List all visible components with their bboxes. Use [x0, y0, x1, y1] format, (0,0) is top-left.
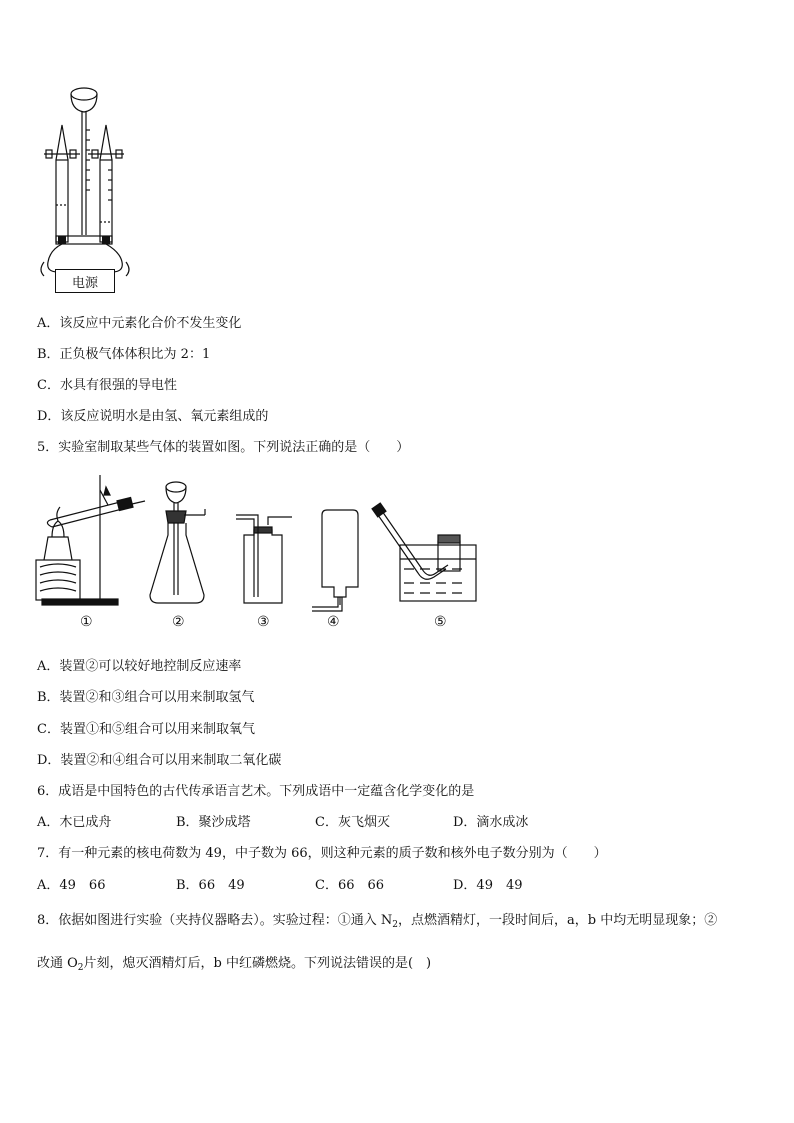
q6-option-a: A．木已成舟 [37, 815, 112, 830]
q7-option-a: A．49 66 [37, 878, 106, 893]
q4-option-c: C．水具有很强的导电性 [37, 378, 177, 393]
q8-stem-line-1: 8．依据如图进行实验（夹持仪器略去）。实验过程：①通入 $N_2$，点燃酒精灯，一段时间后，a，b 中均无明显现象；② [37, 913, 718, 930]
q5-option-c: C．装置①和⑤组合可以用来制取氧气 [37, 722, 255, 737]
apparatus-label-5: ⑤ [434, 614, 447, 630]
q5-option-b: B．装置②和③组合可以用来制取氢气 [37, 690, 255, 705]
q5-option-d: D．装置②和④组合可以用来制取二氧化碳 [37, 753, 282, 768]
q7-option-b: B．66 49 [176, 878, 245, 893]
q4-option-d: D．该反应说明水是由氢、氧元素组成的 [37, 409, 269, 424]
apparatus-label-2: ② [172, 614, 185, 630]
apparatus-label-4: ④ [327, 614, 340, 630]
apparatus-label-3: ③ [257, 614, 270, 630]
q6-stem: 6．成语是中国特色的古代传承语言艺术。下列成语中一定蕴含化学变化的是 [37, 784, 475, 799]
q8-stem-line-2: 改通 $O_2$片刻，熄灭酒精灯后，b 中红磷燃烧。下列说法错误的是( ) [37, 956, 432, 973]
q7-option-d: D．49 49 [453, 878, 523, 893]
q4-option-b: B．正负极气体体积比为 2：1 [37, 347, 211, 362]
q6-option-d: D．滴水成冰 [453, 815, 529, 830]
q7-stem: 7．有一种元素的核电荷数为 49，中子数为 66，则这种元素的质子数和核外电子数分别为（ ） [37, 846, 607, 861]
q5-stem: 5．实验室制取某些气体的装置如图。下列说法正确的是（ ） [37, 440, 410, 455]
q6-option-c: C．灰飞烟灭 [315, 815, 390, 830]
power-supply-label: 电源 [55, 269, 115, 293]
q5-option-a: A．装置②可以较好地控制反应速率 [37, 659, 242, 674]
electrolysis-apparatus-figure [0, 0, 794, 300]
q4-option-a: A．该反应中元素化合价不发生变化 [37, 316, 242, 331]
gas-apparatus-figure [0, 465, 794, 665]
apparatus-label-1: ① [80, 614, 93, 630]
q6-option-b: B．聚沙成塔 [176, 815, 251, 830]
q7-option-c: C．66 66 [315, 878, 385, 893]
